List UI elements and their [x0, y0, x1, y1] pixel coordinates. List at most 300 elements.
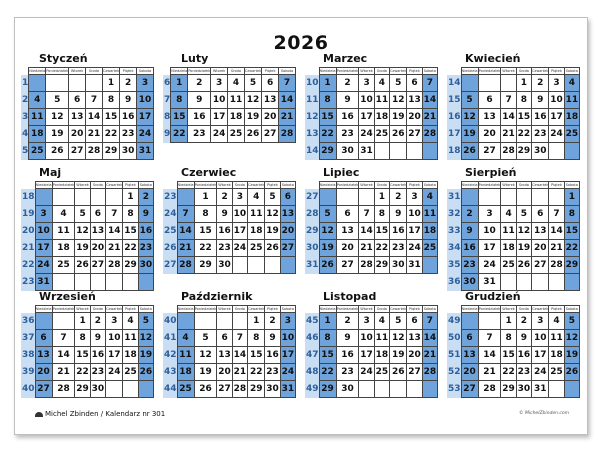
- day-cell: 22: [248, 364, 265, 381]
- day-cell: 3: [407, 189, 422, 206]
- day-cell: 4: [248, 189, 265, 206]
- day-cell: 6: [35, 330, 52, 347]
- weekday-header: Poniedziałek: [52, 183, 75, 187]
- empty-day-cell: [359, 381, 374, 398]
- month-grid: [163, 67, 296, 143]
- day-cell: 12: [390, 330, 407, 347]
- day-cell: 10: [280, 330, 295, 347]
- weekday-header-spacer: [447, 68, 461, 75]
- weekday-header: Poniedziałek: [194, 183, 217, 187]
- day-cell: 21: [232, 364, 247, 381]
- weekday-header: Czwartek: [244, 69, 262, 73]
- day-cell: 2: [138, 189, 153, 206]
- day-cell: 24: [478, 257, 501, 274]
- weekday-header: Czwartek: [102, 69, 120, 73]
- weekday-header: Niedziela: [319, 69, 336, 73]
- week-row: [447, 143, 580, 160]
- day-cell: 4: [374, 75, 389, 92]
- empty-day-cell: [336, 189, 359, 206]
- day-cell: 2: [188, 75, 211, 92]
- day-cell: 1: [194, 189, 217, 206]
- empty-day-cell: [90, 189, 105, 206]
- week-row: [163, 381, 296, 398]
- day-cell: 5: [244, 75, 261, 92]
- day-cell: 22: [501, 364, 516, 381]
- weekday-header: Czwartek: [532, 69, 549, 73]
- day-cell: 13: [90, 223, 105, 240]
- weekday-header: Środa: [232, 182, 247, 189]
- weekday-header: Niedziela: [461, 307, 478, 311]
- week-number: 42: [163, 347, 177, 364]
- day-cell: 21: [478, 364, 501, 381]
- day-cell: 4: [228, 75, 245, 92]
- week-number: 14: [305, 143, 319, 160]
- day-cell: 12: [265, 206, 280, 223]
- week-row: [305, 223, 438, 240]
- day-cell: 2: [217, 189, 232, 206]
- day-cell: 7: [232, 330, 247, 347]
- day-cell: 6: [280, 189, 295, 206]
- week-row: [21, 240, 154, 257]
- day-cell: 13: [407, 92, 422, 109]
- day-cell: 28: [422, 126, 437, 143]
- day-cell: 31: [532, 381, 549, 398]
- day-cell: 8: [102, 92, 119, 109]
- day-cell: 6: [336, 206, 359, 223]
- day-cell: 29: [75, 381, 90, 398]
- weekday-header: Środa: [374, 68, 389, 75]
- empty-day-cell: [359, 189, 374, 206]
- day-cell: 7: [52, 330, 75, 347]
- day-cell: 11: [549, 330, 564, 347]
- day-cell: 15: [374, 223, 389, 240]
- week-number: 16: [447, 109, 461, 126]
- weekday-header: Środa: [516, 306, 531, 313]
- empty-day-cell: [390, 143, 407, 160]
- day-cell: 27: [532, 257, 549, 274]
- day-cell: 21: [86, 126, 103, 143]
- empty-day-cell: [177, 189, 194, 206]
- day-cell: 9: [390, 206, 407, 223]
- week-row: [21, 126, 154, 143]
- day-cell: 15: [248, 347, 265, 364]
- day-cell: 20: [90, 240, 105, 257]
- day-cell: 29: [516, 143, 531, 160]
- day-cell: 14: [279, 92, 296, 109]
- day-cell: 2: [336, 313, 359, 330]
- empty-day-cell: [374, 381, 389, 398]
- day-cell: 20: [461, 364, 478, 381]
- day-cell: 21: [106, 240, 123, 257]
- day-cell: 21: [52, 364, 75, 381]
- week-number: 24: [163, 206, 177, 223]
- week-number: 39: [21, 364, 35, 381]
- day-cell: 3: [359, 313, 374, 330]
- week-row: [21, 143, 154, 160]
- weekday-header: Piątek: [407, 182, 422, 189]
- weekday-header: Piątek: [407, 68, 422, 75]
- day-cell: 16: [188, 109, 211, 126]
- weekday-header: Czwartek: [390, 183, 407, 187]
- day-cell: 11: [123, 330, 138, 347]
- empty-day-cell: [265, 257, 280, 274]
- day-cell: 24: [232, 240, 247, 257]
- week-row: [447, 109, 580, 126]
- day-cell: 17: [106, 347, 123, 364]
- day-cell: 28: [86, 143, 103, 160]
- empty-day-cell: [374, 143, 389, 160]
- day-cell: 21: [549, 240, 564, 257]
- day-cell: 1: [248, 313, 265, 330]
- day-cell: 31: [359, 143, 374, 160]
- empty-day-cell: [407, 381, 422, 398]
- day-cell: 11: [228, 92, 245, 109]
- empty-day-cell: [106, 381, 123, 398]
- day-cell: 19: [461, 126, 478, 143]
- day-cell: 11: [422, 206, 437, 223]
- day-cell: 24: [359, 126, 374, 143]
- day-cell: 23: [516, 364, 531, 381]
- empty-day-cell: [177, 313, 194, 330]
- month-name: Lipiec: [323, 166, 360, 179]
- weekday-header: Sobota: [423, 307, 436, 311]
- day-cell: 22: [374, 240, 389, 257]
- day-cell: 1: [102, 75, 119, 92]
- empty-day-cell: [478, 75, 501, 92]
- empty-day-cell: [532, 274, 549, 291]
- week-number: 47: [305, 347, 319, 364]
- day-cell: 25: [228, 126, 245, 143]
- month-grid: [305, 305, 438, 398]
- week-number: 7: [163, 92, 171, 109]
- week-number: 2: [21, 92, 29, 109]
- week-number: 12: [305, 109, 319, 126]
- week-row: [21, 330, 154, 347]
- week-row: [21, 347, 154, 364]
- day-cell: 17: [549, 109, 564, 126]
- week-number: 31: [447, 189, 461, 206]
- day-cell: 1: [374, 189, 389, 206]
- day-cell: 26: [75, 257, 90, 274]
- day-cell: 26: [461, 143, 478, 160]
- weekday-header-spacer: [21, 182, 35, 189]
- day-cell: 4: [52, 206, 75, 223]
- day-cell: 5: [390, 75, 407, 92]
- empty-day-cell: [461, 189, 478, 206]
- day-cell: 6: [262, 75, 279, 92]
- weekday-header: Wtorek: [76, 183, 89, 187]
- week-number: 25: [163, 223, 177, 240]
- weekday-header: Sobota: [565, 183, 578, 187]
- weekday-header: Piątek: [262, 68, 279, 75]
- week-row: [305, 143, 438, 160]
- weekday-header: Czwartek: [248, 183, 265, 187]
- day-cell: 11: [52, 223, 75, 240]
- weekday-header: Niedziela: [319, 183, 336, 187]
- day-cell: 22: [171, 126, 188, 143]
- day-cell: 21: [501, 126, 516, 143]
- day-cell: 4: [564, 75, 579, 92]
- day-cell: 6: [478, 92, 501, 109]
- empty-day-cell: [90, 274, 105, 291]
- empty-day-cell: [564, 143, 579, 160]
- day-cell: 7: [422, 75, 437, 92]
- weekday-header: Wtorek: [218, 183, 231, 187]
- weekday-header: Wtorek: [360, 69, 373, 73]
- day-cell: 30: [90, 381, 105, 398]
- empty-day-cell: [86, 75, 103, 92]
- weekday-header: Piątek: [265, 306, 280, 313]
- day-cell: 24: [359, 364, 374, 381]
- weekday-header: Sobota: [281, 307, 294, 311]
- day-cell: 2: [120, 75, 137, 92]
- day-cell: 15: [501, 347, 516, 364]
- day-cell: 30: [120, 143, 137, 160]
- day-cell: 7: [106, 206, 123, 223]
- day-cell: 5: [46, 92, 69, 109]
- day-cell: 11: [374, 92, 389, 109]
- weekday-header: Piątek: [549, 306, 564, 313]
- day-cell: 8: [319, 92, 336, 109]
- day-cell: 26: [194, 381, 217, 398]
- day-cell: 8: [194, 206, 217, 223]
- day-cell: 16: [265, 347, 280, 364]
- day-cell: 18: [52, 240, 75, 257]
- week-number: 29: [305, 223, 319, 240]
- day-cell: 30: [217, 257, 232, 274]
- weekday-header: Poniedziałek: [336, 307, 359, 311]
- week-row: [21, 92, 154, 109]
- day-cell: 30: [516, 381, 531, 398]
- day-cell: 27: [407, 126, 422, 143]
- day-cell: 4: [177, 330, 194, 347]
- month-name: Luty: [181, 52, 209, 65]
- empty-day-cell: [69, 75, 86, 92]
- week-number: 49: [447, 313, 461, 330]
- weekday-header: Piątek: [123, 306, 138, 313]
- week-row: [447, 223, 580, 240]
- day-cell: 18: [29, 126, 46, 143]
- week-number: 23: [21, 274, 35, 291]
- weekday-header-spacer: [305, 68, 319, 75]
- day-cell: 17: [232, 223, 247, 240]
- empty-day-cell: [501, 75, 516, 92]
- week-row: [305, 189, 438, 206]
- day-cell: 14: [422, 330, 437, 347]
- day-cell: 4: [501, 206, 516, 223]
- day-cell: 5: [138, 313, 153, 330]
- day-cell: 23: [90, 364, 105, 381]
- weekday-header-spacer: [305, 306, 319, 313]
- day-cell: 12: [75, 223, 90, 240]
- day-cell: 10: [211, 92, 228, 109]
- day-cell: 17: [359, 347, 374, 364]
- day-cell: 22: [102, 126, 119, 143]
- weekday-header: Poniedziałek: [46, 69, 69, 73]
- day-cell: 25: [123, 364, 138, 381]
- day-cell: 8: [75, 330, 90, 347]
- day-cell: 29: [374, 257, 389, 274]
- day-cell: 22: [564, 240, 579, 257]
- day-cell: 24: [137, 126, 154, 143]
- day-cell: 14: [86, 109, 103, 126]
- week-row: [447, 189, 580, 206]
- week-number: 27: [163, 257, 177, 274]
- day-cell: 21: [177, 240, 194, 257]
- weekday-header: Wtorek: [211, 68, 228, 75]
- day-cell: 18: [501, 240, 516, 257]
- weekday-header: Poniedziałek: [188, 69, 211, 73]
- day-cell: 20: [217, 364, 232, 381]
- day-cell: 12: [461, 109, 478, 126]
- day-cell: 7: [501, 92, 516, 109]
- day-cell: 11: [501, 223, 516, 240]
- week-number: 36: [447, 274, 461, 291]
- day-cell: 7: [359, 206, 374, 223]
- day-cell: 2: [532, 75, 549, 92]
- day-cell: 6: [407, 313, 422, 330]
- day-cell: 1: [319, 75, 336, 92]
- day-cell: 4: [422, 189, 437, 206]
- week-row: [447, 313, 580, 330]
- day-cell: 27: [217, 381, 232, 398]
- day-cell: 5: [461, 92, 478, 109]
- empty-day-cell: [516, 274, 531, 291]
- day-cell: 30: [336, 143, 359, 160]
- week-row: [163, 364, 296, 381]
- day-cell: 8: [374, 206, 389, 223]
- day-cell: 29: [564, 257, 579, 274]
- day-cell: 28: [106, 257, 123, 274]
- weekday-header-spacer: [163, 182, 177, 189]
- week-number: 50: [447, 330, 461, 347]
- weekday-header: Poniedziałek: [336, 69, 359, 73]
- weekday-header: Środa: [90, 306, 105, 313]
- day-cell: 23: [138, 240, 153, 257]
- day-cell: 22: [75, 364, 90, 381]
- weekday-header: Piątek: [265, 182, 280, 189]
- day-cell: 18: [177, 364, 194, 381]
- day-cell: 28: [52, 381, 75, 398]
- week-row: [21, 109, 154, 126]
- day-cell: 29: [319, 381, 336, 398]
- day-cell: 12: [138, 330, 153, 347]
- week-number: 37: [21, 330, 35, 347]
- weekday-header: Sobota: [423, 183, 436, 187]
- day-cell: 12: [46, 109, 69, 126]
- week-row: [447, 274, 580, 291]
- day-cell: 2: [90, 313, 105, 330]
- empty-day-cell: [390, 381, 407, 398]
- weekday-header: Sobota: [279, 68, 296, 75]
- day-cell: 19: [390, 347, 407, 364]
- week-number: 17: [447, 126, 461, 143]
- day-cell: 6: [461, 330, 478, 347]
- day-cell: 29: [501, 381, 516, 398]
- empty-day-cell: [123, 381, 138, 398]
- day-cell: 24: [407, 240, 422, 257]
- weekday-header-spacer: [447, 182, 461, 189]
- weekday-header: Czwartek: [532, 307, 549, 311]
- day-cell: 24: [280, 364, 295, 381]
- day-cell: 16: [90, 347, 105, 364]
- day-cell: 17: [532, 347, 549, 364]
- day-cell: 15: [194, 223, 217, 240]
- week-number: 32: [447, 206, 461, 223]
- weekday-header: Środa: [90, 182, 105, 189]
- day-cell: 20: [407, 347, 422, 364]
- day-cell: 17: [137, 109, 154, 126]
- week-row: [163, 75, 296, 92]
- empty-day-cell: [52, 313, 75, 330]
- day-cell: 28: [177, 257, 194, 274]
- day-cell: 13: [217, 347, 232, 364]
- week-number: 26: [163, 240, 177, 257]
- week-row: [21, 223, 154, 240]
- day-cell: 25: [29, 143, 46, 160]
- day-cell: 16: [217, 223, 232, 240]
- week-number: 6: [163, 75, 171, 92]
- day-cell: 28: [359, 257, 374, 274]
- day-cell: 20: [69, 126, 86, 143]
- week-number: 45: [305, 313, 319, 330]
- week-number: 44: [163, 381, 177, 398]
- day-cell: 15: [171, 109, 188, 126]
- day-cell: 19: [265, 223, 280, 240]
- empty-day-cell: [138, 274, 153, 291]
- day-cell: 3: [232, 189, 247, 206]
- day-cell: 26: [265, 240, 280, 257]
- day-cell: 14: [478, 347, 501, 364]
- day-cell: 25: [422, 240, 437, 257]
- empty-day-cell: [422, 381, 437, 398]
- week-number: 30: [305, 240, 319, 257]
- day-cell: 1: [516, 75, 531, 92]
- month-block: [447, 290, 580, 398]
- month-block: [447, 52, 580, 160]
- day-cell: 9: [336, 92, 359, 109]
- empty-day-cell: [106, 274, 123, 291]
- weekday-header: Czwartek: [106, 307, 123, 311]
- day-cell: 29: [194, 257, 217, 274]
- week-row: [305, 126, 438, 143]
- weekday-header: Piątek: [407, 306, 422, 313]
- day-cell: 9: [90, 330, 105, 347]
- day-cell: 19: [244, 109, 261, 126]
- day-cell: 12: [319, 223, 336, 240]
- day-cell: 9: [516, 330, 531, 347]
- day-cell: 30: [336, 381, 359, 398]
- week-row: [447, 381, 580, 398]
- day-cell: 11: [177, 347, 194, 364]
- day-cell: 13: [280, 206, 295, 223]
- day-cell: 26: [138, 364, 153, 381]
- day-cell: 1: [319, 313, 336, 330]
- day-cell: 20: [35, 364, 52, 381]
- empty-day-cell: [501, 189, 516, 206]
- day-cell: 27: [461, 381, 478, 398]
- month-name: Grudzień: [465, 290, 521, 303]
- day-cell: 7: [86, 92, 103, 109]
- day-cell: 4: [123, 313, 138, 330]
- day-cell: 3: [280, 313, 295, 330]
- week-number: 31: [305, 257, 319, 274]
- day-cell: 5: [319, 206, 336, 223]
- weekday-header: Niedziela: [171, 69, 188, 73]
- week-number: 15: [447, 92, 461, 109]
- empty-day-cell: [52, 274, 75, 291]
- weekday-header: Wtorek: [360, 183, 373, 187]
